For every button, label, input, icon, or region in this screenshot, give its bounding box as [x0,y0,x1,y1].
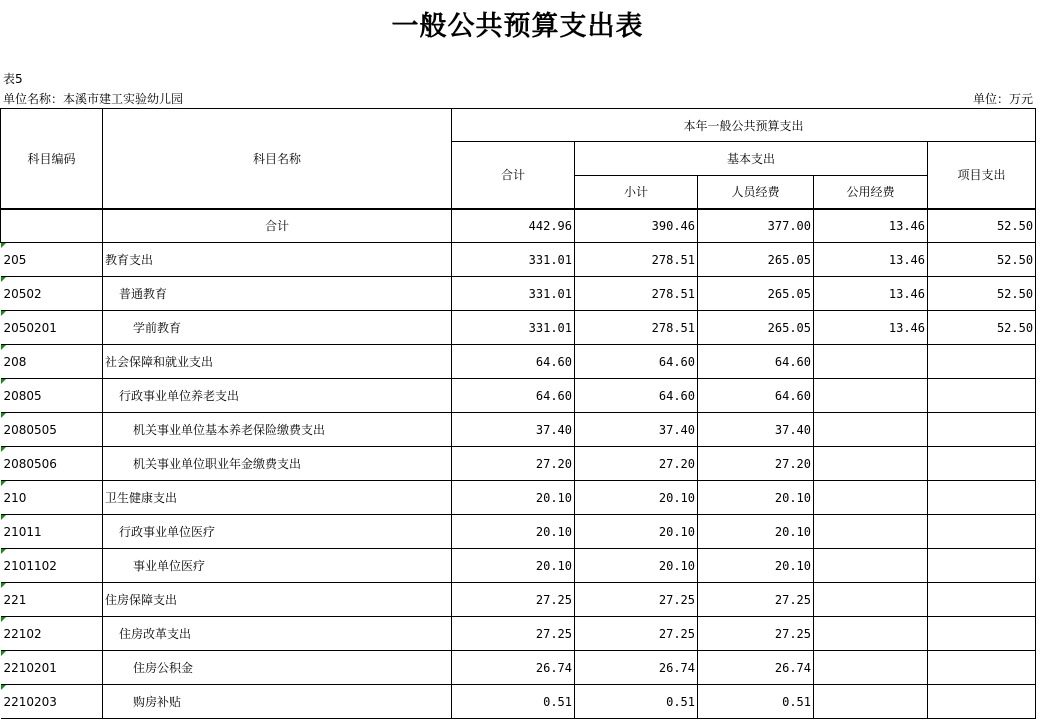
cell-personnel: 37.40 [698,413,814,447]
table-row [1,345,1036,379]
table-row [1,277,1036,311]
subject-code: 20502 [1,277,103,311]
cell-total: 37.40 [452,413,575,447]
cell-project [928,617,1036,651]
cell-public: 13.46 [814,243,928,277]
cell-total: 331.01 [452,277,575,311]
cell-personnel: 265.05 [698,243,814,277]
cell-personnel: 20.10 [698,549,814,583]
header-name: 科目名称 [103,109,452,209]
cell-total: 27.25 [452,583,575,617]
subject-code: 205 [1,243,103,277]
table-row [1,549,1036,583]
subject-name: 行政事业单位医疗 [103,515,452,549]
cell-personnel: 20.10 [698,515,814,549]
cell-project [928,549,1036,583]
header-group: 本年一般公共预算支出 [452,109,1036,142]
header-project: 项目支出 [928,142,1036,209]
subject-code: 208 [1,345,103,379]
total-project: 52.50 [928,209,1036,243]
table-row [1,651,1036,685]
cell-personnel: 27.25 [698,617,814,651]
cell-total: 20.10 [452,549,575,583]
total-code-cell [1,209,103,243]
cell-public: 13.46 [814,277,928,311]
cell-subtotal: 278.51 [575,243,698,277]
table-row-total [1,209,1036,243]
cell-total: 27.20 [452,447,575,481]
cell-public [814,413,928,447]
cell-total: 26.74 [452,651,575,685]
subject-name: 机关事业单位基本养老保险缴费支出 [103,413,452,447]
cell-project: 52.50 [928,243,1036,277]
cell-personnel: 64.60 [698,345,814,379]
cell-public [814,651,928,685]
cell-project [928,515,1036,549]
subject-name: 社会保障和就业支出 [103,345,452,379]
subject-name: 行政事业单位养老支出 [103,379,452,413]
cell-project [928,447,1036,481]
cell-personnel: 265.05 [698,311,814,345]
cell-personnel: 27.20 [698,447,814,481]
cell-public [814,515,928,549]
subject-name: 学前教育 [103,311,452,345]
total-subtotal: 390.46 [575,209,698,243]
budget-expenditure-table [0,108,1036,719]
subject-name: 住房公积金 [103,651,452,685]
header-subtotal: 小计 [575,176,698,209]
cell-project [928,651,1036,685]
subject-code: 2080506 [1,447,103,481]
cell-public [814,685,928,719]
header-personnel: 人员经费 [698,176,814,209]
cell-total: 27.25 [452,617,575,651]
cell-personnel: 26.74 [698,651,814,685]
subject-code: 21011 [1,515,103,549]
subject-name: 机关事业单位职业年金缴费支出 [103,447,452,481]
total-label: 合计 [103,209,452,243]
table-row [1,379,1036,413]
total-public: 13.46 [814,209,928,243]
header-basic: 基本支出 [575,142,928,176]
cell-total: 331.01 [452,311,575,345]
cell-total: 20.10 [452,481,575,515]
subject-code: 210 [1,481,103,515]
table-row [1,243,1036,277]
table-row [1,447,1036,481]
cell-total: 64.60 [452,379,575,413]
cell-public [814,549,928,583]
cell-subtotal: 27.25 [575,583,698,617]
cell-personnel: 265.05 [698,277,814,311]
cell-subtotal: 20.10 [575,515,698,549]
table-row [1,481,1036,515]
cell-subtotal: 27.25 [575,617,698,651]
table-row [1,311,1036,345]
subject-name: 住房保障支出 [103,583,452,617]
subject-code: 2080505 [1,413,103,447]
cell-project [928,345,1036,379]
subject-code: 2210201 [1,651,103,685]
cell-total: 331.01 [452,243,575,277]
total-personnel: 377.00 [698,209,814,243]
cell-total: 0.51 [452,685,575,719]
subject-code: 2210203 [1,685,103,719]
table-number: 表5 [3,72,23,86]
cell-public [814,379,928,413]
cell-total: 20.10 [452,515,575,549]
cell-public [814,481,928,515]
cell-public [814,447,928,481]
total-total: 442.96 [452,209,575,243]
table-row [1,515,1036,549]
header-total: 合计 [452,142,575,209]
cell-subtotal: 64.60 [575,345,698,379]
table-row [1,583,1036,617]
cell-subtotal: 278.51 [575,277,698,311]
cell-project: 52.50 [928,311,1036,345]
cell-public [814,617,928,651]
cell-total: 64.60 [452,345,575,379]
cell-subtotal: 26.74 [575,651,698,685]
table-row [1,413,1036,447]
header-public: 公用经费 [814,176,928,209]
cell-subtotal: 37.40 [575,413,698,447]
table-row [1,617,1036,651]
cell-subtotal: 0.51 [575,685,698,719]
cell-project [928,685,1036,719]
cell-subtotal: 278.51 [575,311,698,345]
subject-name: 普通教育 [103,277,452,311]
subject-name: 购房补贴 [103,685,452,719]
cell-subtotal: 20.10 [575,549,698,583]
cell-personnel: 0.51 [698,685,814,719]
cell-project [928,583,1036,617]
subject-name: 事业单位医疗 [103,549,452,583]
subject-name: 教育支出 [103,243,452,277]
subject-name: 卫生健康支出 [103,481,452,515]
currency-unit: 单位：万元 [972,92,1033,106]
table-row [1,685,1036,719]
cell-subtotal: 64.60 [575,379,698,413]
cell-project [928,481,1036,515]
subject-code: 22102 [1,617,103,651]
cell-public: 13.46 [814,311,928,345]
cell-project [928,379,1036,413]
cell-subtotal: 20.10 [575,481,698,515]
subject-code: 221 [1,583,103,617]
cell-personnel: 20.10 [698,481,814,515]
unit-name: 单位名称：本溪市建工实验幼儿园 [3,92,184,106]
cell-project [928,413,1036,447]
cell-public [814,345,928,379]
subject-code: 2050201 [1,311,103,345]
cell-personnel: 27.25 [698,583,814,617]
cell-personnel: 64.60 [698,379,814,413]
header-code: 科目编码 [1,109,103,209]
cell-project: 52.50 [928,277,1036,311]
page-title: 一般公共预算支出表 [391,11,644,42]
subject-code: 2101102 [1,549,103,583]
subject-code: 20805 [1,379,103,413]
subject-name: 住房改革支出 [103,617,452,651]
cell-public [814,583,928,617]
cell-subtotal: 27.20 [575,447,698,481]
